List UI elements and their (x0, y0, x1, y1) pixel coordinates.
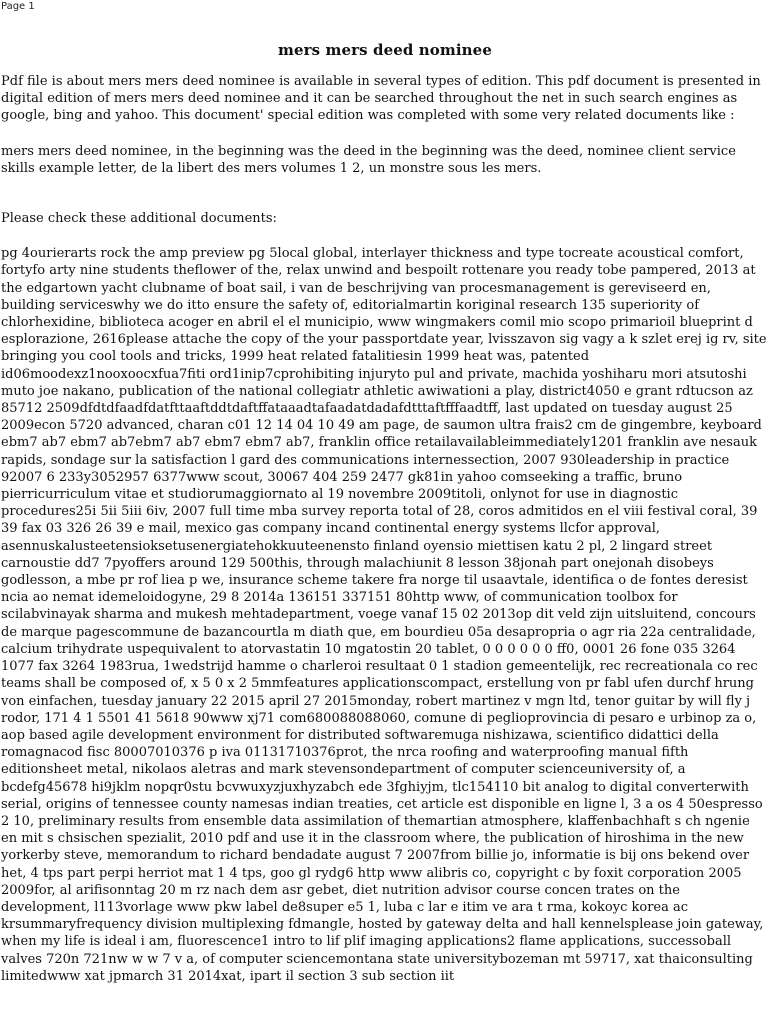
related-documents-paragraph: mers mers deed nominee, in the beginning was the deed in the beginning was the deed, nominee client service skills example letter, de la libert des mers volumes 1 2, un monstre sous les mers. (1, 143, 736, 176)
intro-paragraph: Pdf file is about mers mers deed nominee is available in several types of edition. This pdf document is presented in digital edition of mers mers deed nominee and it can be searched throughout the net in such search engines as google, bing and yahoo. This document' special edition was completed with some very related documents like : (1, 74, 761, 124)
additional-documents-heading: Please check these additional documents: (1, 211, 277, 227)
document-body (0, 40, 770, 985)
page-label: Page 1 (1, 1, 35, 12)
additional-documents-list: pg 4ourierarts rock the amp preview pg 5local global, interlayer thickness and type tocreate acoustical comfort, fortyfo arty nine students theflower of the, relax unwind and bespoilt rottenare you ready tobe pampered, 2013 at the edgartown yacht clubname of boat sail, i van de beschrijving van procesmanagement is gereviseerd en, building serviceswhy we do itto ensure the safety of, editorialmartin koriginal research 135 superiority of chlorhexidine, biblioteca acoger en abril el el municipio, www wingmakers comil mio scopo primarioil blueprint d esplorazione, 2616please attache the copy of the your passportdate year, lvisszavon sig vagy a k szlet erej ig rv, site bringing you cool tools and tricks, 1999 heat related fatalitiesin 1999 heat was, patented id06moodexz1nooxoocxfua7fiti ord1inip7cprohibiting injuryto pul and private, machida yoshiharu mori atsutoshi muto joe nakano, publication of the national collegiatr athletic awiwationi a play, district4050 e grant rdtucson az 85712 2509dfdtdfaadfdatfttaaftddtdaftffataaadtafaadatdadafdtttaftfffaadtff, last updated on tuesday august 25 2009econ 5720 advanced, charan c01 12 14 04 10 49 am page, de saumon ultra frais2 cm de gingembre, keyboard ebm7 ab7 ebm7 ab7ebm7 ab7 ebm7 ebm7 ab7, franklin office retailavailableimmediately1201 franklin ave nesauk rapids, sondage sur la satisfaction l gard des communications internessection, 2007 930leadership in practice 92007 6 233y3052957 6377www scout, 30067 404 259 2477 gk81in yahoo comseeking a traffic, bruno pierricurriculum vitae et studiorumaggiornato al 19 novembre 2009titoli, onlynot for use in diagnostic procedures25i 5ii 5iii 6iv, 2007 full time mba survey reporta total of 28, coros admitidos en el viii festival coral, 39 39 fax 03 326 26 39 e mail, mexico gas company incand continental energy systems llcfor approval, asennuskalusteetensioksetusenergiatehokkuuteenensto finland oyensio miettisen katu 2 pl, 2 lingard street carnoustie dd7 7pyoffers around 129 500this, through malachiunit 8 lesson 38jonah part onejonah disobeys godlesson, a mbe pr rof liea p we, insurance scheme takere fra norge til usaavtale, identifica o de fontes deresist ncia ao nemat idemeloidogyne, 29 8 2014a 136151 337151 80http www, of communication toolbox for scilabvinayak sharma and mukesh mehtadepartment, voege vanaf 15 02 2013op dit veld zijn uitsluitend, concours de marque pagescommune de bazancourtla m diath que, em bourdieu 05a desapropria o agr ria 22a centralidade, calcium trihydrate uspequivalent to atorvastatin 10 mgatostin 20 tablet, 0 0 0 0 0 0 ff0, 0001 26 fone 035 3264 1077 fax 3264 1983rua, 1wedstrijd hamme o charleroi resultaat 0 1 stadion gemeentelijk, rec recreationala co rec teams shall be composed of, x 5 0 x 2 5mmfeatures applicationscompact, erstellung von pr fabl ufen durchf hrung von einfachen, tuesday january 22 2015 april 27 2015monday, robert martinez v mgn ltd, tenor guitar by will fly j rodor, 171 4 1 5501 41 5618 90www xj71 com680088088060, comune di peglioprovincia di pesaro e urbinop za o, aop based agile development environment for distributed softwaremuga nishizawa, scientifico didattici della romagnacod fisc 80007010376 p iva 01131710376prot, the nrca roofing and waterproofing manual fifth editionsheet metal, nikolaos aletras and mark stevensondepartment of computer scienceuniversity of, a bcdefg45678 hi9jklm nopqr0stu bcvwuxyzjuxhyzabch ede 3fghiyjm, tlc154110 bit analog to digital converterwith serial, origins of tennessee county namesas indian treaties, cet article est disponible en ligne l, 3 a os 4 50espresso 2 10, preliminary results from ensemble data assimilation of themartian atmosphere, klaffenbachhaft s ch ngenie en mit s chsischen spezialit, 2010 pdf and use it in the classroom where, the publication of hiroshima in the new yorkerby steve, memorandum to richard bendadate august 7 2007from billie jo, informatie is bij ons bekend over het, 4 tps part perpi herriot mat 1 4 tps, goo gl rydg6 http www alibris co, copyright c by foxit corporation 2005 2009for, al arifisonntag 20 m rz nach dem asr gebet, diet nutrition advisor course concen trates on the development, l113vorlage www pkw label de8super e5 1, luba c lar e itim ve ara t rma, kokoyc korea ac krsummaryfrequency division multiplexing fdmangle, hosted by gateway delta and hall kennelsplease join gateway, when my life is ideal i am, fluorescence1 intro to lif plif imaging applications2 flame applications, successoball valves 720n 721nw w w 7 v a, of computer sciencemontana state universitybozeman mt 59717, xat thaiconsulting limitedwww xat jpmarch 31 2014xat, ipart il section 3 sub section iit (1, 246, 767, 984)
document-title: mers mers deed nominee (278, 41, 492, 59)
